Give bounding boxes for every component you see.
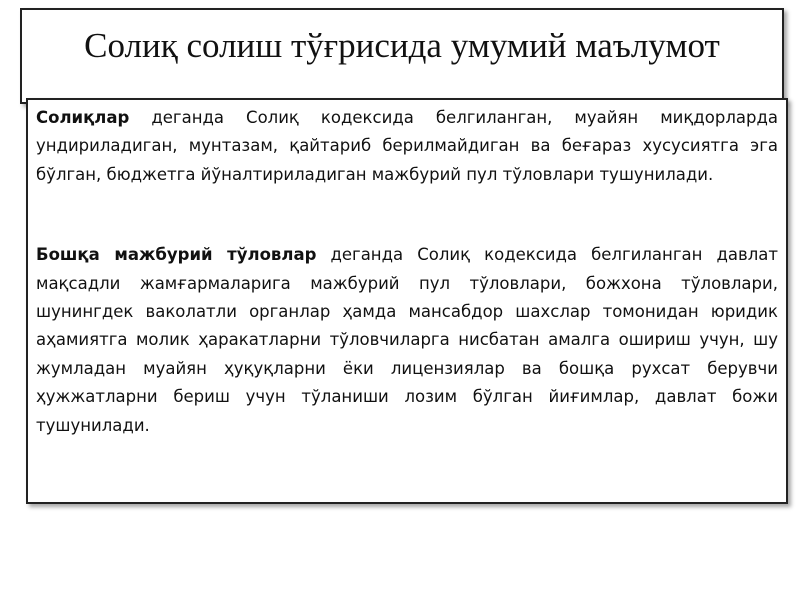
slide-title: Солиқ солиш тўғрисида умумий маълумот	[84, 26, 720, 65]
title-box	[20, 8, 784, 104]
definition-other-payments: деганда Солиқ кодексида белгиланган давлат мақсадли жамғармаларига мажбурий пул тўловлари, божхона тўловлари, шунингдек ваколатли органлар ҳамда мансабдор шахслар томонидан юридик аҳамиятга молик ҳаракатларни тўловчиларга нисбатан амалга ошириш учун, шу жумладан муайян ҳуқуқларни ёки лицензиялар ва бошқа рухсат берувчи ҳужжатларни бериш учун тўланиши лозим бўлган йиғимлар, давлат божи тушунилади.	[36, 245, 778, 435]
paragraph-taxes	[36, 104, 778, 189]
term-taxes: Солиқлар	[36, 108, 130, 127]
definition-taxes: деганда Солиқ кодексида белгиланган, муайян миқдорларда ундириладиган, мунтазам, қайтариб берилмайдиган ва беғараз хусусиятга эга бўлган, бюджетга йўналтириладиган мажбурий пул тўловлари тушунилади.	[36, 108, 778, 184]
content-box	[26, 98, 788, 504]
term-other-payments: Бошқа мажбурий тўловлар	[36, 245, 317, 265]
paragraph-other-payments	[36, 241, 778, 440]
